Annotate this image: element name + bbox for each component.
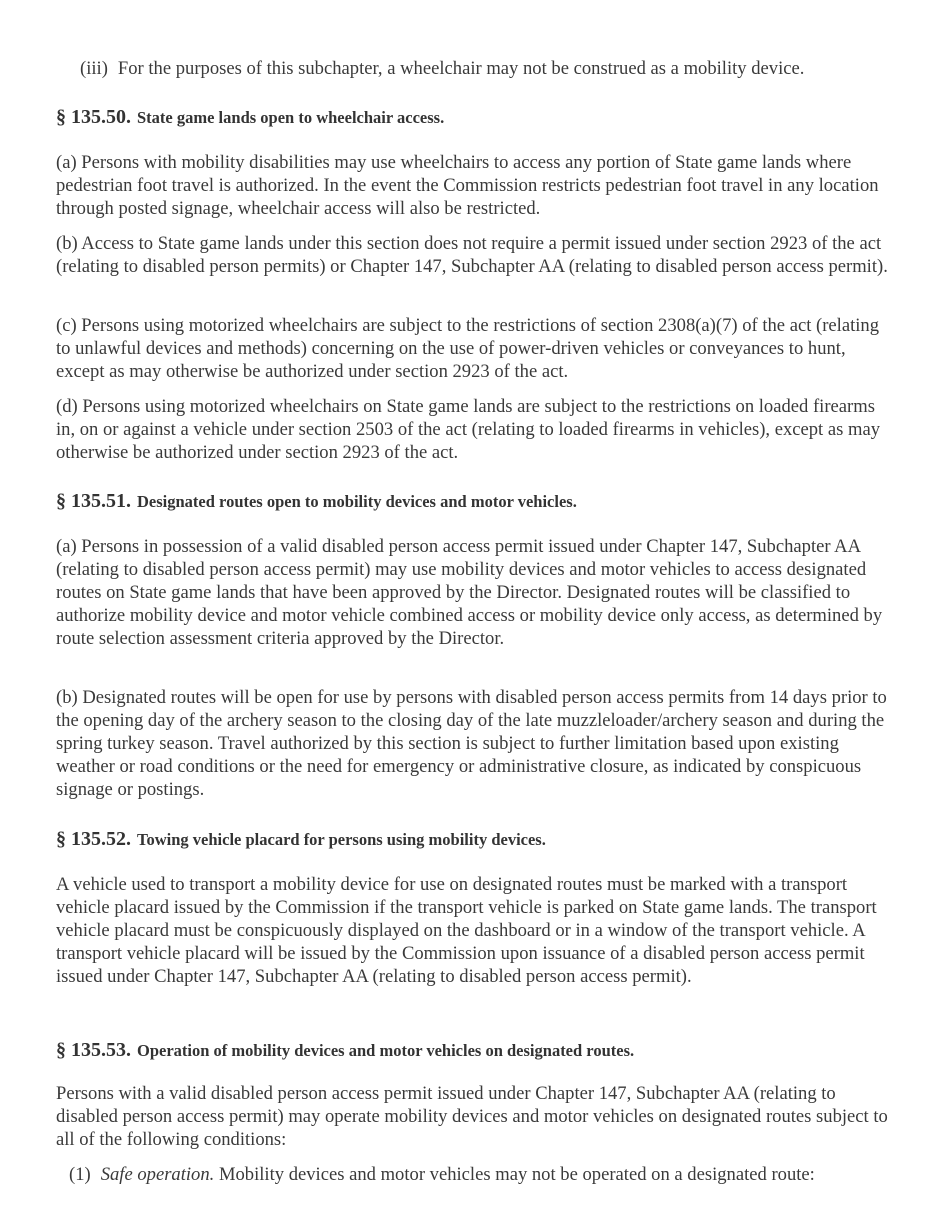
paragraph-135-51-a: (a) Persons in possession of a valid disabled person access permit issued under Chapter 147, Subchapter AA (relating to disabled person access permit) may use mobility devices and motor vehicles to access designated routes on State game lands that have been approved by the Director. Designated routes will be classified to authorize mobility device and motor vehicle combined access or mobility device only access, as determined by route selection assessment criteria approved by the Director. [56, 536, 883, 649]
section-number: § 135.50. [56, 106, 131, 128]
paragraph-135-50-b: (b) Access to State game lands under this section does not require a permit issued under section 2923 of the act (relating to disabled person permits) or Chapter 147, Subchapter AA (relating to disabled person access permit). [56, 233, 888, 277]
list-item-label: (iii) [80, 58, 108, 79]
paragraph-135-53: Persons with a valid disabled person access permit issued under Chapter 147, Subchapter AA (relating to disabled person access permit) may operate mobility devices and motor vehicles on designated routes subject to all of the following conditions: [56, 1083, 888, 1150]
section-title: Designated routes open to mobility devices and motor vehicles. [137, 492, 577, 511]
paragraph-135-50-c: (c) Persons using motorized wheelchairs are subject to the restrictions of section 2308(a)(7) of the act (relating to unlawful devices and methods) concerning on the use of power-driven vehicles or conveyances to hunt, except as may otherwise be authorized under section 2923 of the act. [56, 315, 880, 382]
list-item-text: Mobility devices and motor vehicles may not be operated on a designated route: [214, 1164, 815, 1185]
list-item-text: For the purposes of this subchapter, a wheelchair may not be construed as a mobility device. [117, 58, 805, 79]
section-title: State game lands open to wheelchair access. [137, 108, 445, 127]
section-heading-135-53 [56, 1036, 634, 1063]
list-item-label: (1) [69, 1164, 91, 1185]
paragraph-135-50-a: (a) Persons with mobility disabilities may use wheelchairs to access any portion of State game lands where pedestrian foot travel is authorized. In the event the Commission restricts pedestrian foot travel in any location through posted signage, wheelchair access will also be restricted. [56, 152, 879, 219]
section-title: Operation of mobility devices and motor vehicles on designated routes. [137, 1041, 635, 1060]
section-number: § 135.52. [56, 828, 131, 850]
list-item-iii [80, 57, 900, 80]
list-item-term: Safe operation. [100, 1164, 215, 1185]
paragraph-135-52: A vehicle used to transport a mobility device for use on designated routes must be marked with a transport vehicle placard issued by the Commission if the transport vehicle is parked on State game lands. The transport vehicle placard must be conspicuously displayed on the dashboard or in a window of the transport vehicle. A transport vehicle placard will be issued by the Commission upon issuance of a disabled person access permit issued under Chapter 147, Subchapter AA (relating to disabled person access permit). [56, 874, 877, 987]
paragraph-135-51-b: (b) Designated routes will be open for use by persons with disabled person access permits from 14 days prior to the opening day of the archery season to the closing day of the late muzzleloader/archery season and during the spring turkey season. Travel authorized by this section is subject to further limitation based upon existing weather or road conditions or the need for emergency or administrative closure, as indicated by conspicuous signage or postings. [56, 687, 887, 800]
list-item-1 [69, 1163, 899, 1186]
section-heading-135-52 [56, 825, 546, 852]
section-number: § 135.51. [56, 490, 131, 512]
section-heading-135-51 [56, 487, 577, 514]
section-number: § 135.53. [56, 1039, 131, 1061]
section-title: Towing vehicle placard for persons using mobility devices. [137, 830, 546, 849]
section-heading-135-50 [56, 103, 444, 130]
paragraph-135-50-d: (d) Persons using motorized wheelchairs on State game lands are subject to the restrictions on loaded firearms in, on or against a vehicle under section 2503 of the act (relating to loaded firearms in vehicles), except as may otherwise be authorized under section 2923 of the act. [56, 396, 881, 463]
